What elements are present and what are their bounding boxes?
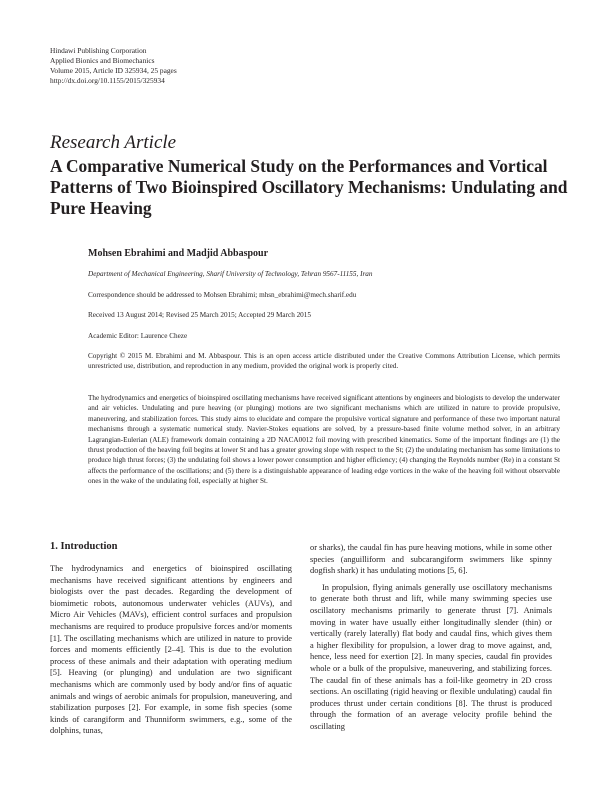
journal-name: Applied Bionics and Biomechanics xyxy=(50,56,155,65)
article-dates: Received 13 August 2014; Revised 25 March 2015; Accepted 29 March 2015 xyxy=(88,311,311,319)
publisher-name: Hindawi Publishing Corporation xyxy=(50,46,147,55)
intro-paragraph-2: In propulsion, flying animals generally use oscillatory mechanisms to generate both thrust and lift, while many swimming species use oscillatory mechanisms primarily to generate thrust [7]. Animals moving in water have usually either longitudinally slender (thin) or vertically (rarely laterally) flat body and caudal fins, which gives them a higher flexibility for propulsion, a lower drag to move against, and, hence, less need for exertion [2]. In many species, caudal fin provides whole or a bulk of the propulsive, maneuvering, and stabilizing forces. The caudal fin of these animals has a foil-like geometry in 2D cross sections. An oscillating (rigid heaving or flexible undulating) caudal fin produces thrust under certain conditions [8]. The thrust is produced through the formation of an average velocity profile behind the oscillating xyxy=(310,582,552,731)
authors: Mohsen Ebrahimi and Madjid Abbaspour xyxy=(88,248,269,259)
section-heading-introduction: 1. Introduction xyxy=(50,541,118,552)
intro-paragraph-1: The hydrodynamics and energetics of bioinspired oscillating mechanisms have received significant attentions by engineers and biologists over the past decades. Regarding the development of biomimetic robots, autonomous underwater vehicles (AUVs), and Micro Air Vehicles (MAVs), efficient control surfaces and propulsion mechanisms are required to produce propulsive forces and/or moments [1]. The oscillating mechanisms which are utilized in nature to provide forces and moments efficiently [2–4]. This is due to the evolution process of these animals and their adaptation with operating medium [5]. Heaving (or plunging) and undulation are two significant mechanisms which are commonly used by body and/or fins of aquatic animals and wings of aerobic animals for propulsion, maneuvering, and stabilization purposes [2]. For example, in some fish species (some kinds of carangiform and Thunniform swimmers, e.g., some of the dolphins, tunas, xyxy=(50,564,292,736)
body-column-left xyxy=(50,563,292,737)
article-type: Research Article xyxy=(50,132,177,153)
correspondence: Correspondence should be addressed to Mohsen Ebrahimi; mhsn_ebrahimi@mech.sharif.edu xyxy=(88,291,357,299)
academic-editor: Academic Editor: Laurence Cheze xyxy=(88,332,188,340)
doi-link[interactable]: http://dx.doi.org/10.1155/2015/325934 xyxy=(50,76,165,85)
body-column-right xyxy=(310,542,552,733)
publication-header xyxy=(50,46,177,86)
copyright-notice: Copyright © 2015 M. Ebrahimi and M. Abbaspour. This is an open access article distributed under the Creative Commons Attribution License, which permits unrestricted use, distribution, and reproduction in any medium, provided the original work is properly cited. xyxy=(88,352,560,371)
paper-title: A Comparative Numerical Study on the Performances and Vortical Patterns of Two Bioinspired Oscillatory Mechanisms: Undulating and Pure Heaving xyxy=(50,156,568,218)
volume-info: Volume 2015, Article ID 325934, 25 pages xyxy=(50,66,177,75)
intro-paragraph-continued: or sharks), the caudal fin has pure heaving motions, while in some other species (anguilliform and subcarangiform swimmers like spinny dogfish shark) it has undulating motions [5, 6]. xyxy=(310,543,552,576)
affiliation: Department of Mechanical Engineering, Sharif University of Technology, Tehran 9567-11155, Iran xyxy=(88,270,373,278)
abstract: The hydrodynamics and energetics of bioinspired oscillating mechanisms have received significant attentions by engineers and biologists to develop the underwater and air vehicles. Undulating and pure heaving (or plunging) motions are two significant mechanisms which are utilized in nature to provide propulsive, maneuvering, and stabilization forces. This study aims to elucidate and compare the propulsive vortical signature and performance of these two important natural mechanisms through a systematic numerical study. Navier-Stokes equations are solved, by a pressure-based finite volume method solver, in an arbitrary Lagrangian-Eulerian (ALE) framework domain containing a 2D NACA0012 foil moving with prescribed kinematics. Some of the important findings are (1) the thrust production of the heaving foil begins at lower St and has a greater growing slope with respect to the St; (2) the undulating mechanism has some limitations to produce high thrust forces; (3) the undulating foil shows a lower power consumption and higher efficiency; (4) changing the Reynolds number (Re) in a constant St affects the performance of the oscillations; and (5) there is a distinguishable appearance of leading edge vortices in the wake of the heaving foil without observable ones in the wake of the undulating foil, especially at higher St. xyxy=(88,394,560,486)
